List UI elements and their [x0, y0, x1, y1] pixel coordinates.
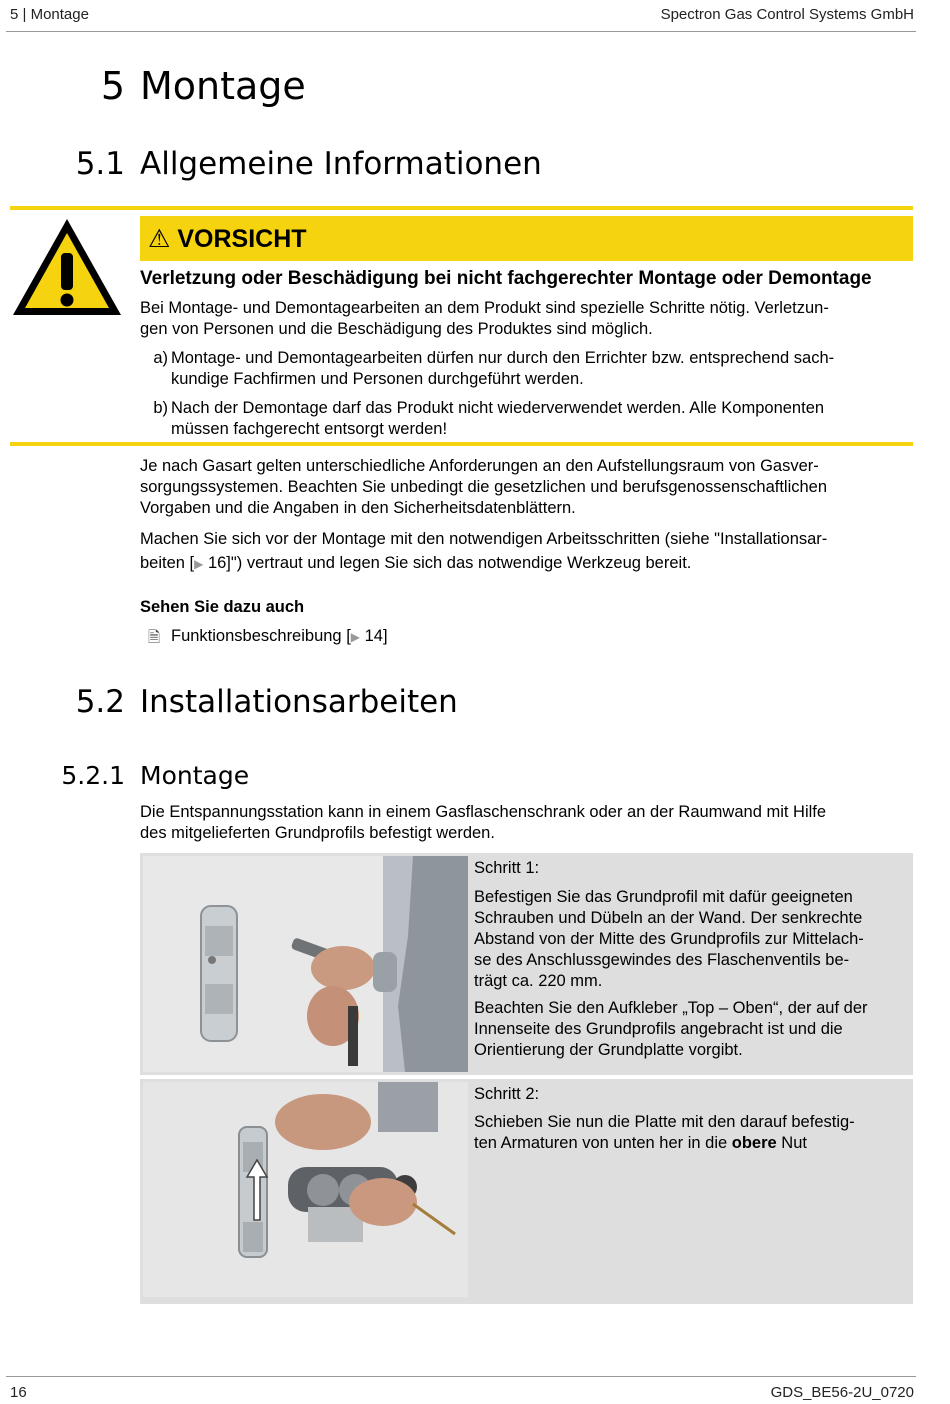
emphasis-text: obere: [731, 1134, 777, 1152]
warning-triangle-icon: [10, 216, 124, 318]
section-title: Allgemeine Informationen: [140, 146, 542, 182]
item-label: b): [153, 399, 168, 417]
step2-title: Schritt 2:: [474, 1085, 540, 1103]
item-line: kundige Fachfirmen und Personen durchgeführt werden.: [171, 370, 584, 388]
item-line: müssen fachgerecht entsorgt werden!: [171, 420, 448, 438]
step2-photo: [143, 1082, 468, 1297]
chapter-number: 5: [100, 64, 125, 108]
text-line: Schrauben und Dübeln an der Wand. Der senkrechte: [474, 909, 863, 927]
text-line: Beachten Sie den Aufkleber „Top – Oben“, der auf der: [474, 999, 868, 1017]
warning-label: [148, 224, 307, 254]
text-line: Befestigen Sie das Grundprofil mit dafür geeigneten: [474, 888, 853, 906]
step1-text2: [474, 998, 868, 1061]
warning-label-text: VORSICHT: [177, 225, 307, 253]
section-number: 5.1: [75, 146, 125, 182]
para2-line2: [140, 553, 691, 575]
intro-line2: des mitgelieferten Grundprofils befestigt werden.: [140, 824, 495, 842]
para1-line2: sorgungssystemen. Beachten Sie unbedingt die gesetzlichen und berufsgenossenschaftlichen: [140, 478, 828, 496]
link-page: 14]: [360, 627, 388, 645]
link-arrow-icon: ▶: [350, 630, 361, 644]
section-title: Installationsarbeiten: [140, 684, 458, 720]
para1-line3: Vorgaben und die Angaben in den Sicherheitsdatenblättern.: [140, 499, 576, 517]
document-code: GDS_BE56-2U_0720: [770, 1384, 914, 1401]
item-line: Montage- und Demontagearbeiten dürfen nur durch den Errichter bzw. entsprechend sach-: [171, 349, 835, 367]
installation-link[interactable]: [194, 554, 691, 572]
text-part: Nut: [776, 1134, 807, 1152]
header-company: Spectron Gas Control Systems GmbH: [660, 6, 914, 23]
text-line: [474, 1133, 855, 1154]
link-text: Funktionsbeschreibung [: [171, 627, 351, 645]
para1-line1: Je nach Gasart gelten unterschiedliche Anforderungen an den Aufstellungsraum von Gasver-: [140, 457, 819, 475]
text-line: Schieben Sie nun die Platte mit den darauf befestig-: [474, 1113, 855, 1131]
step2-text: [474, 1112, 855, 1154]
text-line: Orientierung der Grundplatte vorgibt.: [474, 1041, 743, 1059]
warning-top-bar: [10, 206, 913, 210]
intro-line1: Die Entspannungsstation kann in einem Gasflaschenschrank oder an der Raumwand mit Hilfe: [140, 803, 827, 821]
header-rule: [6, 31, 916, 32]
para2-text: beiten [: [140, 554, 195, 572]
text-line: trägt ca. 220 mm.: [474, 972, 603, 990]
section-number: 5.2: [75, 684, 125, 720]
text-line: se des Anschlussgewindes des Flaschenventils be-: [474, 951, 850, 969]
page-number: 16: [10, 1384, 27, 1401]
warning-subtitle: Verletzung oder Beschädigung bei nicht fachgerechter Montage oder Demontage: [140, 268, 872, 289]
subsection-title: Montage: [140, 761, 250, 790]
link-text: 16]") vertraut und legen Sie sich das notwendige Werkzeug bereit.: [203, 554, 692, 572]
document-icon: 🗎: [148, 629, 161, 646]
text-line: Innenseite des Grundprofils angebracht ist und die: [474, 1020, 843, 1038]
text-part: ten Armaturen von unten her in die: [474, 1134, 732, 1152]
step1-title: Schritt 1:: [474, 859, 540, 877]
step1-text1: [474, 887, 864, 992]
header-section-label: 5 | Montage: [10, 6, 89, 23]
see-also-heading: Sehen Sie dazu auch: [140, 598, 305, 616]
function-description-link[interactable]: [171, 626, 388, 648]
step1-photo: [143, 856, 468, 1072]
warning-bottom-bar: [10, 442, 913, 446]
warning-body-line1: Bei Montage- und Demontagearbeiten an dem Produkt sind spezielle Schritte nötig. Verletzun-: [140, 299, 829, 317]
chapter-title: Montage: [140, 64, 306, 108]
item-label: a): [153, 349, 168, 367]
warning-body-line2: gen von Personen und die Beschädigung des Produktes sind möglich.: [140, 320, 653, 338]
item-line: Nach der Demontage darf das Produkt nicht wiederverwendet werden. Alle Komponenten: [171, 399, 825, 417]
warning-small-icon: ⚠: [148, 225, 171, 253]
text-line: Abstand von der Mitte des Grundprofils zur Mittelach-: [474, 930, 864, 948]
link-arrow-icon: ▶: [194, 557, 204, 571]
para2-line1: Machen Sie sich vor der Montage mit den notwendigen Arbeitsschritten (siehe "Installationsar-: [140, 530, 828, 548]
subsection-number: 5.2.1: [61, 761, 125, 790]
footer-rule: [6, 1376, 916, 1377]
